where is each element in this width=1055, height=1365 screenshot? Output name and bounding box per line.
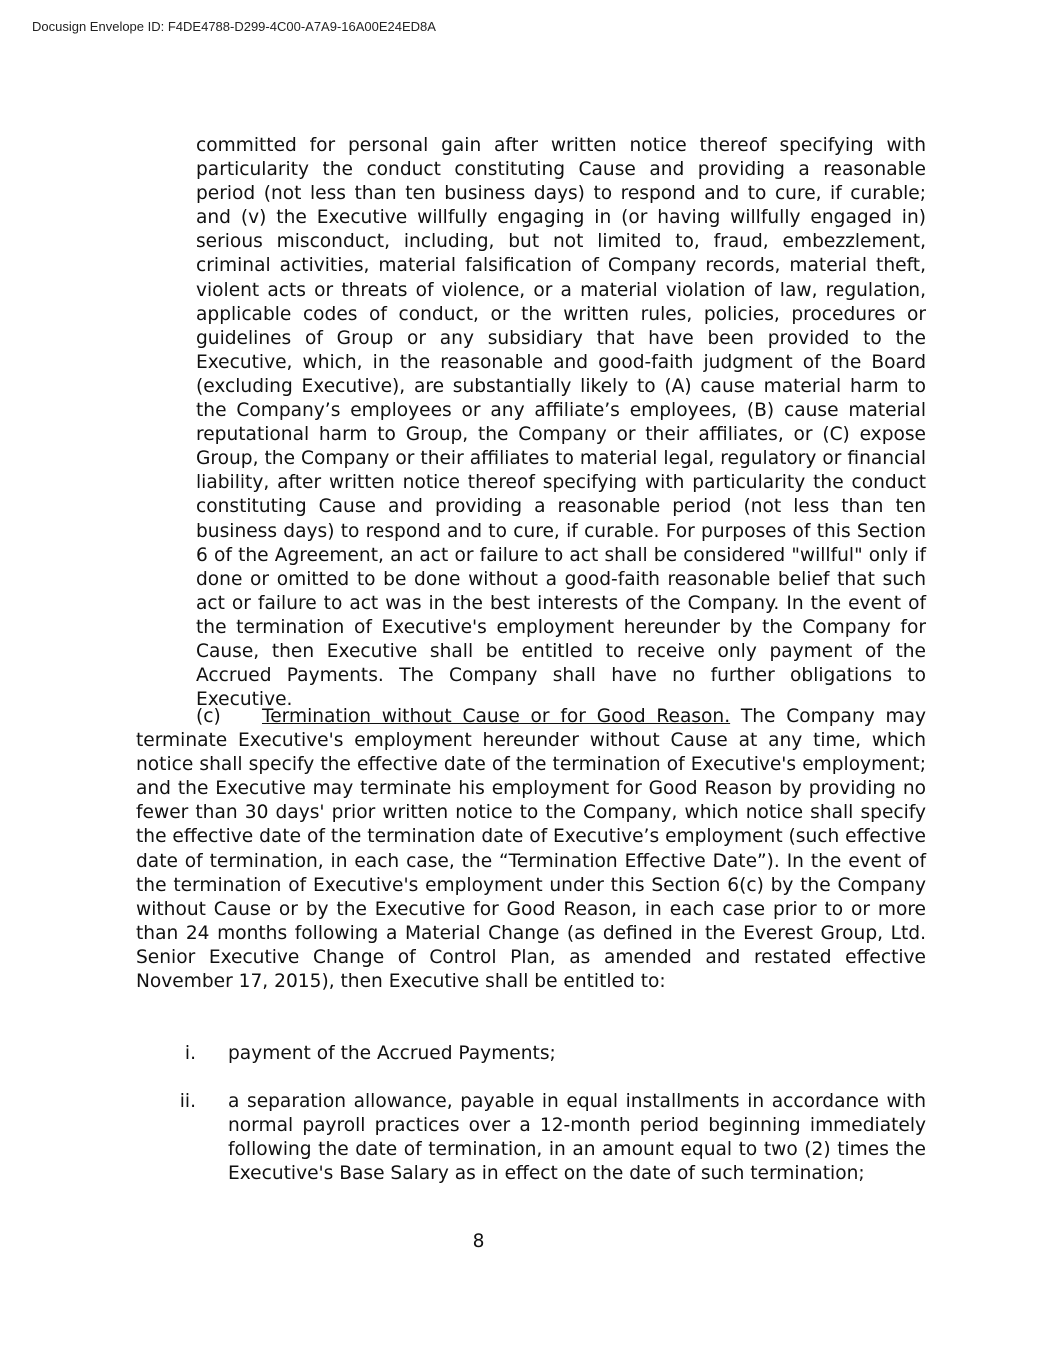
list-item-number: i. bbox=[184, 1043, 196, 1064]
section-c-heading: Termination without Cause or for Good Reason. bbox=[262, 706, 731, 727]
section-c-label: (c) bbox=[196, 706, 221, 727]
list-item-text: payment of the Accrued Payments; bbox=[228, 1043, 556, 1064]
section-c-paragraph bbox=[136, 705, 926, 994]
docusign-envelope-id: Docusign Envelope ID: F4DE4788-D299-4C00-A7A9-16A00E24ED8A bbox=[32, 19, 436, 34]
section-c-body: The Company may terminate Executive's employment hereunder without Cause at any time, which notice shall specify the effective date of the termination of Executive's employment; and the Executive may terminate his employment for Good Reason by providing no fewer than 30 days' prior written notice to the Company, which notice shall specify the effective date of the termination date of Executive’s employment (such effective date of termination, in each case, the “Termination Effective Date”). In the event of the termination of Executive's employment under this Section 6(c) by the Company without Cause or by the Executive for Good Reason, in each case prior to or more than 24 months following a Material Change (as defined in the Everest Group, Ltd. Senior Executive Change of Control Plan, as amended and restated effective November 17, 2015), then Executive shall be entitled to: bbox=[136, 706, 927, 993]
paragraph-continuation: committed for personal gain after written notice thereof specifying with particularity the conduct constituting Cause and providing a reasonable period (not less than ten business days) to respond and to cure, if curable; and (v) the Executive willfully engaging in (or having willfully engaged in) serious misconduct, including, but not limited to, fraud, embezzlement, criminal activities, material falsification of Company records, material theft, violent acts or threats of violence, or a material violation of law, regulation, applicable codes of conduct, or the written rules, policies, procedures or guidelines of Group or any subsidiary that have been provided to the Executive, which, in the reasonable and good-faith judgment of the Board (excluding Executive), are substantially likely to (A) cause material harm to the Company’s employees or any affiliate’s employees, (B) cause material reputational harm to Group, the Company or their affiliates, or (C) expose Group, the Company or their affiliates to material legal, regulatory or financial liability, after written notice thereof specifying with particularity the conduct constituting Cause and providing a reasonable period (not less than ten business days) to respond and to cure, if curable. For purposes of this Section 6 of the Agreement, an act or failure to act shall be considered "willful" only if done or omitted to be done without a good-faith reasonable belief that such act or failure to act was in the best interests of the Company. In the event of the termination of Executive's employment hereunder by the Company for Cause, then Executive shall be entitled to receive only payment of the Accrued Payments. The Company shall have no further obligations to Executive. bbox=[196, 135, 926, 711]
page-number: 8 bbox=[472, 1231, 485, 1252]
list-item-number: ii. bbox=[179, 1091, 196, 1112]
list-item-text: a separation allowance, payable in equal installments in accordance with normal payroll practices over a 12-month period beginning immediately following the date of termination, in an amount equal to two (2) times the Executive's Base Salary as in effect on the date of such termination; bbox=[228, 1091, 926, 1185]
